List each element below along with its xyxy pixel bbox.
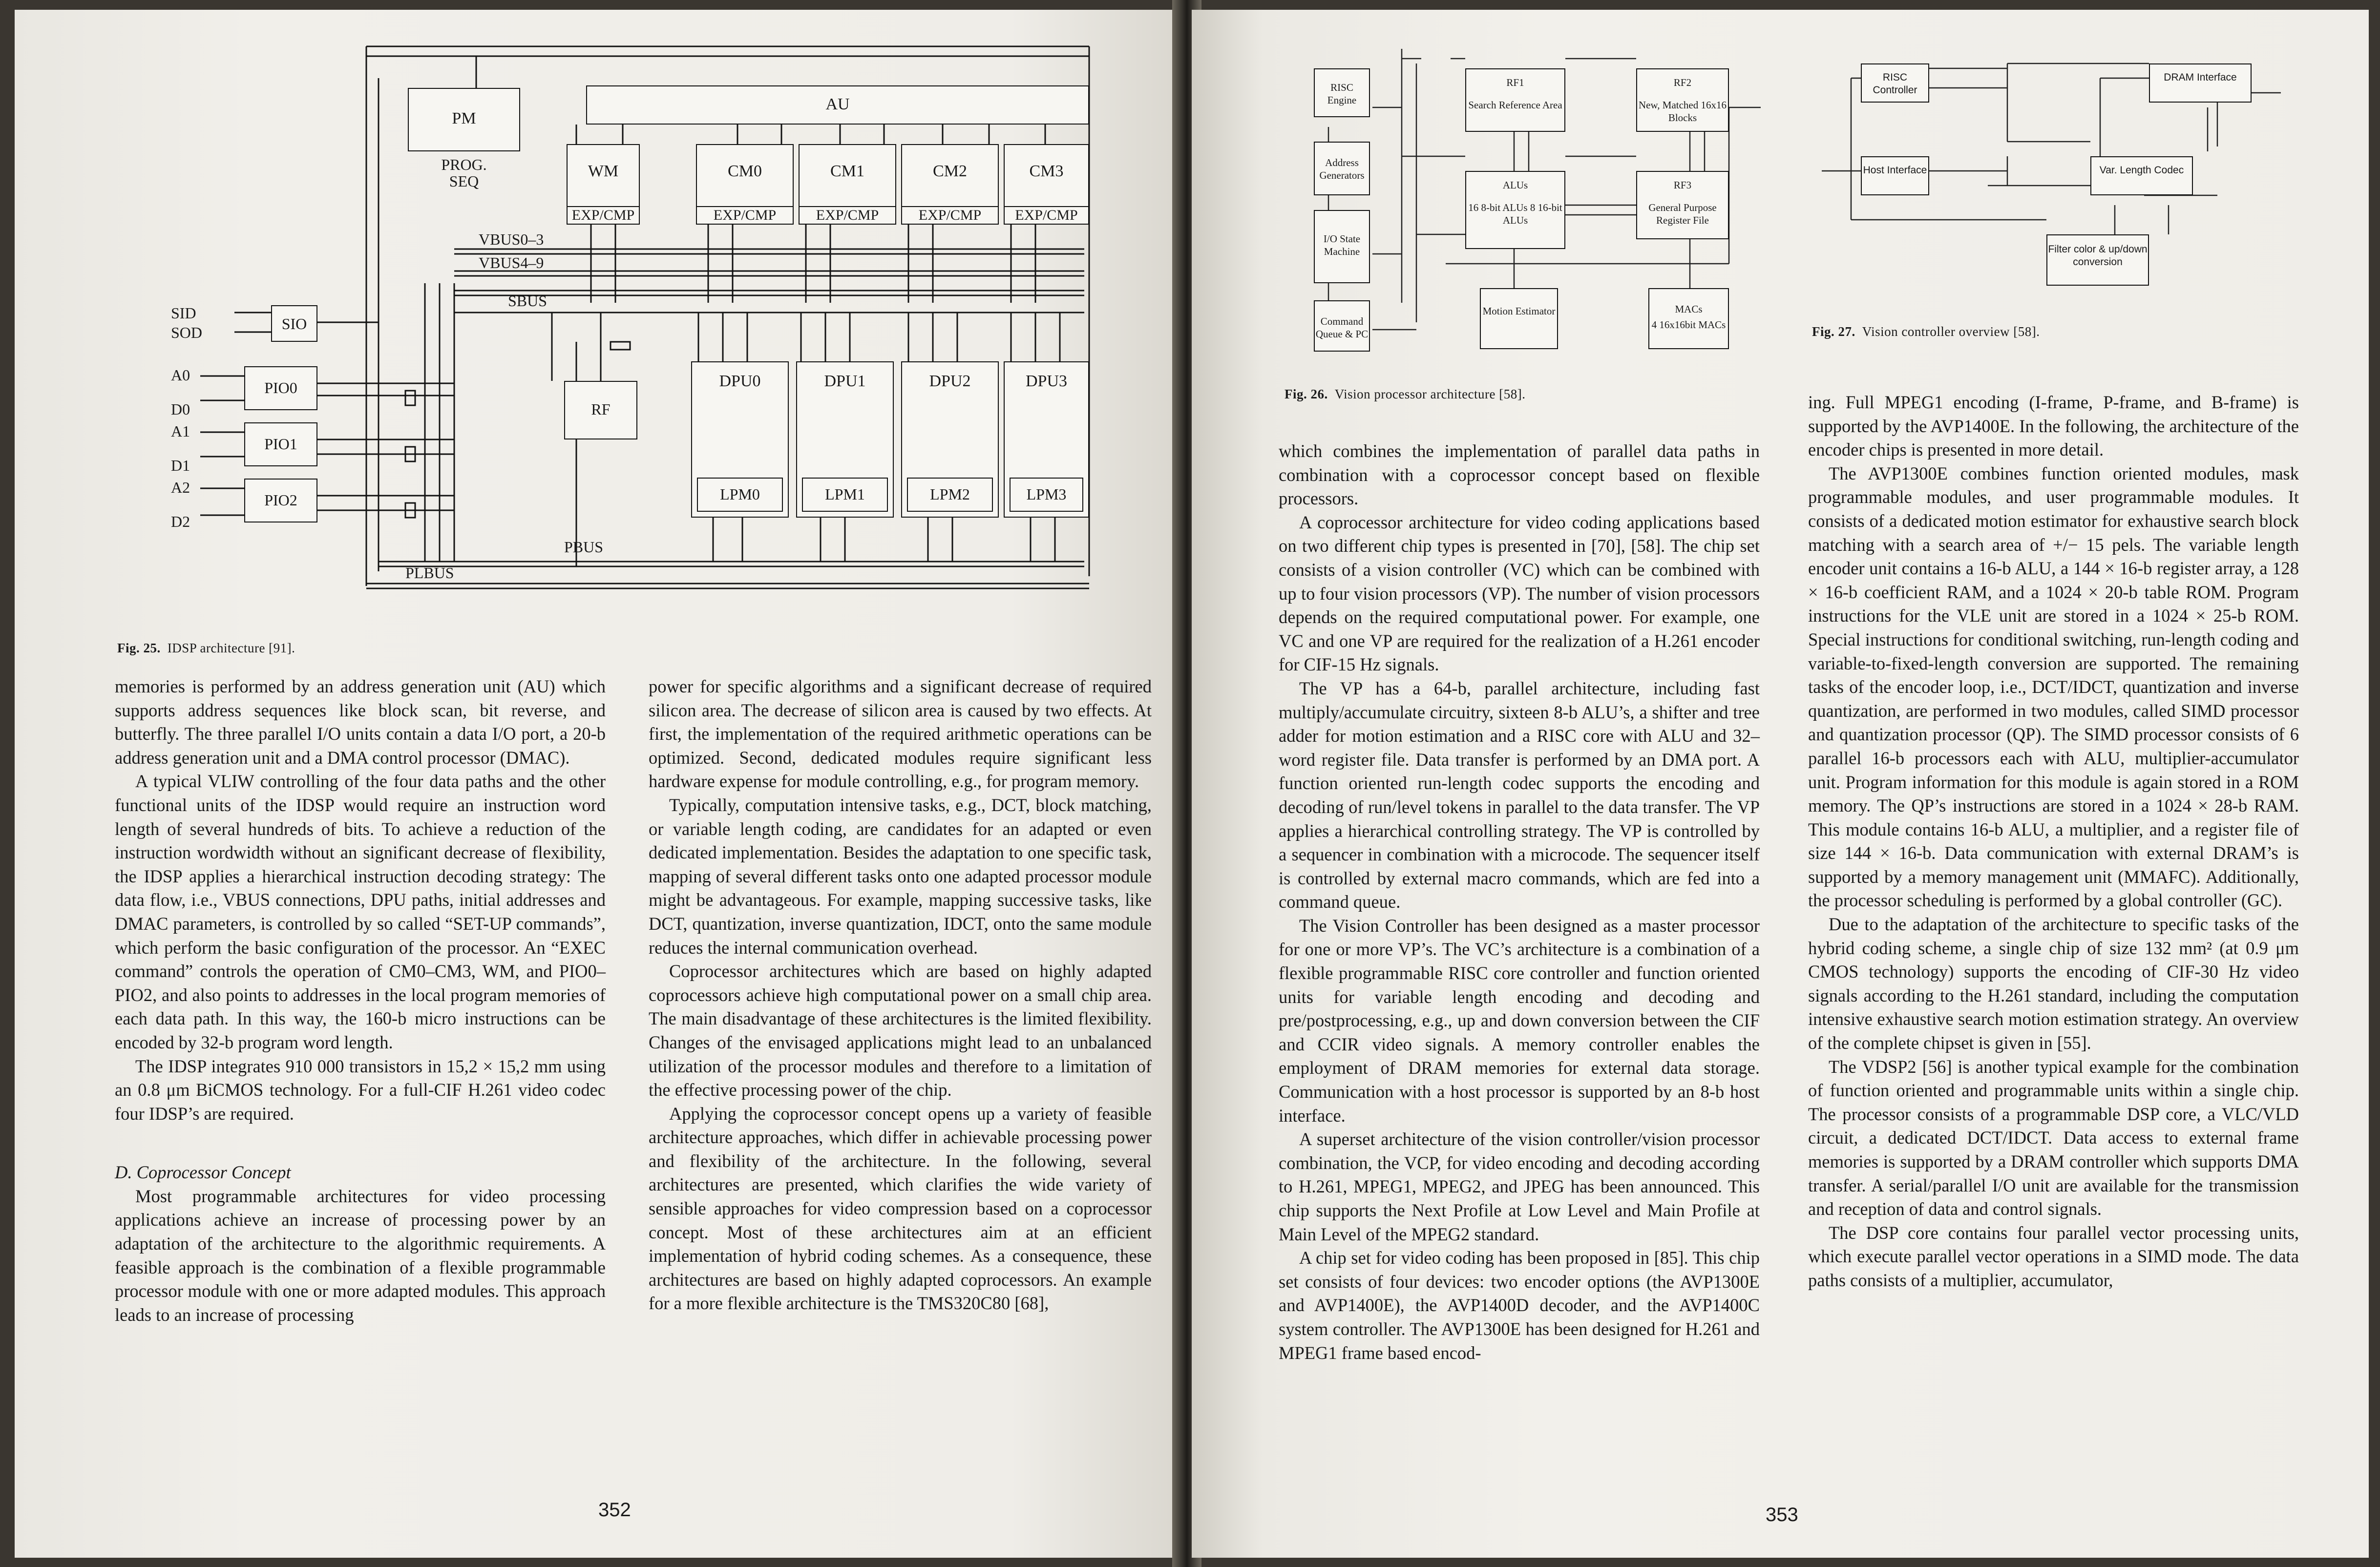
rf3-box — [1636, 171, 1729, 239]
address-generators-box — [1314, 142, 1370, 195]
page-number: 352 — [598, 1499, 631, 1521]
cm0-label: CM0 — [728, 162, 762, 180]
pio0-block — [244, 366, 317, 410]
plbus-label: PLBUS — [405, 564, 454, 582]
paragraph: memories is performed by an address generation unit (AU) which supports address sequences like block scan, bit reverse, and butterfly. The three parallel I/O units contain a data I/O port, a 20-b address generation unit and a DMA control processor (DMAC). — [115, 676, 606, 768]
paragraph: The AVP1300E combines function oriented modules, mask programmable modules, and user programmable modules. It consists of a dedicated motion estimator for exhaustive search block matching with a search area of +/− 15 pels. The variable length encoder unit contains a 16-b ALU, a 144 × 16-b register array, a 128 × 16-b coefficient RAM, and a 1024 × 20-b table ROM. Program instructions for the VLE unit are stored in a 1024 × 25-b ROM. Special instructions for conditional switching, run-length coding and variable-to-fixed-length conversion are supported. The remaining tasks of the encoder loop, i.e., DCT/IDCT, quantization and inverse quantization, are performed in two modules, called SIMD processor and quantization processor (QP). The SIMD processor consists of 6 parallel 16-b processors each with ALU, multiplier-accumulator unit. Program information for this module is again stored in a ROM memory. The QP’s instructions are stored in a 1024 × 28-b RAM. This module contains 16-b ALU, a multiplier, and a register file of size 144 × 16-b. Data communication with external DRAM’s is supported by a memory management unit (MMAFC). Additionally, the processor scheduling is performed by a global controller (GC). — [1808, 463, 2299, 911]
dpu2-block — [901, 361, 999, 518]
pio0-label: PIO0 — [264, 379, 297, 397]
filter-box — [2046, 234, 2149, 286]
cm2-expcmp-label: EXP/CMP — [902, 206, 998, 224]
dpu2-label: DPU2 — [929, 372, 971, 390]
rf2-subtitle: New, Matched 16x16 Blocks — [1638, 99, 1727, 124]
left-page — [15, 10, 1187, 1558]
host-interface-box — [1861, 156, 1929, 195]
cm1-block — [799, 144, 896, 225]
pio1-label: PIO1 — [264, 435, 297, 453]
d0-label: D0 — [171, 400, 190, 418]
paragraph: power for specific algorithms and a significant decrease of required silicon area. The decrease of silicon area is caused by two effects. At first, the implementation of the required arithmetic operations can be optimized. Second, dedicated modules require significant less hardware expense for module controlling, e.g., for program memory. — [649, 676, 1152, 792]
vbus49-label: VBUS4–9 — [479, 254, 544, 272]
alus-title: ALUs — [1502, 179, 1528, 191]
vbus03-label: VBUS0–3 — [479, 230, 544, 248]
left-column-1 — [115, 675, 606, 1327]
lpm3-block — [1010, 478, 1083, 512]
right-column-1 — [1279, 439, 1760, 1365]
paragraph: A superset architecture of the vision controller/vision processor combination, the VCP, for video encoding and decoding according to H.261, MPEG1, MPEG2, and JPEG has been announced. This chip supports the Next Profile at Low Level and Main Profile at Main Level of the MPEG2 standard. — [1279, 1129, 1760, 1244]
alus-subtitle: 16 8-bit ALUs 8 16-bit ALUs — [1468, 202, 1562, 226]
fig26-caption-label: Fig. 26. — [1285, 387, 1328, 401]
right-column-2 — [1808, 391, 2299, 1293]
left-column-2 — [649, 675, 1152, 1316]
lpm0-block — [697, 478, 783, 512]
sio-label: SIO — [281, 315, 307, 333]
pm-block — [408, 88, 520, 151]
macs-box — [1648, 288, 1729, 349]
fig25-caption — [117, 640, 295, 656]
fig27-caption-text: Vision controller overview [58]. — [1862, 324, 2040, 339]
var-length-codec-box — [2090, 156, 2193, 195]
rf1-subtitle: Search Reference Area — [1468, 99, 1562, 111]
macs-title: MACs — [1675, 303, 1703, 315]
paragraph: Coprocessor architectures which are based on highly adapted coprocessors achieve high computational power on a small chip area. The main disadvantage of these architectures is the limited flexibility. Changes of the envisaged applications might lead to an unbalanced utilization of the processor modules and therefore to a limitation of the effective processing power of the chip. — [649, 961, 1152, 1100]
pm-label: PM — [452, 109, 476, 127]
vision-controller-diagram — [1802, 10, 2364, 352]
dpu1-label: DPU1 — [824, 372, 866, 390]
fig25-caption-label: Fig. 25. — [117, 641, 161, 655]
paragraph: ing. Full MPEG1 encoding (I-frame, P-frame, and B-frame) is supported by the AVP1400E. In the following, the architecture of the encoder chips is presented in more detail. — [1808, 392, 2299, 460]
paragraph: The DSP core contains four parallel vector processing units, which execute parallel vector operations in a SIMD mode. The data paths consists of a multiplier, accumulator, — [1808, 1222, 2299, 1290]
a0-label: A0 — [171, 366, 190, 384]
rf-block — [564, 381, 637, 439]
lpm3-label: LPM3 — [1026, 485, 1067, 503]
cm3-label: CM3 — [1029, 162, 1064, 180]
prog-seq-label: PROG. SEQ — [441, 156, 487, 190]
fig27-caption-label: Fig. 27. — [1812, 324, 1855, 339]
cm2-block — [901, 144, 999, 225]
command-queue-box — [1314, 300, 1370, 352]
var-length-codec-label: Var. Length Codec — [2099, 165, 2184, 176]
lpm1-block — [802, 478, 888, 512]
risc-controller-label: RISC Controller — [1873, 72, 1917, 96]
paragraph: The Vision Controller has been designed as a master processor for one or more VP’s. The VC’s architecture is a combination of a flexible programmable RISC core controller and function oriented units for variable length encoding and decoding and pre/postprocessing, e.g., up and down conversion between the CIF and CCIR video signals. A memory controller enables the employment of DRAM memories for external data storage. Communication with a host processor is supported by an 8-b host interface. — [1279, 915, 1760, 1126]
filter-label: Filter color & up/down conversion — [2048, 244, 2148, 268]
command-queue-label: Command Queue & PC — [1315, 315, 1369, 340]
a1-label: A1 — [171, 422, 190, 440]
rf-label: RF — [591, 400, 611, 418]
dpu0-label: DPU0 — [719, 372, 761, 390]
pio1-block — [244, 422, 317, 466]
section-heading: D. Coprocessor Concept — [115, 1162, 291, 1183]
paragraph: A coprocessor architecture for video coding applications based on two different chip types is presented in [70], [58]. The chip set consists of a vision controller (VC) which can be combined with up to four vision processors (VP). The number of vision processors depends on the required computational power. For example, one VC and one VP are required for the realization of a H.261 encoder for CIF-15 Hz signals. — [1279, 512, 1760, 675]
sbus-label: SBUS — [508, 292, 548, 310]
vision-processor-diagram — [1192, 10, 1802, 400]
lpm2-label: LPM2 — [930, 485, 970, 503]
d2-label: D2 — [171, 513, 190, 530]
cm0-block — [696, 144, 794, 225]
wm-label: WM — [588, 162, 619, 180]
sio-block — [271, 305, 317, 342]
io-state-machine-label: I/O State Machine — [1323, 233, 1361, 257]
paragraph: Most programmable architectures for video processing applications achieve an increase of processing power by an adaptation of the architecture to the algorithmic requirements. A feasible approach is the combination of a flexible programmable processor module with one or more adapted modules. This approach leads to an increase of processing — [115, 1186, 606, 1325]
motion-estimator-box — [1480, 288, 1558, 349]
sod-label: SOD — [171, 324, 203, 341]
rf3-subtitle: General Purpose Register File — [1648, 202, 1717, 226]
address-generators-label: Address Generators — [1319, 157, 1365, 181]
risc-controller-box — [1861, 63, 1929, 103]
idsp-architecture-diagram — [15, 10, 1187, 635]
host-interface-label: Host Interface — [1863, 165, 1927, 176]
wm-expcmp-label: EXP/CMP — [568, 206, 639, 224]
lpm2-block — [907, 478, 993, 512]
dram-interface-label: DRAM Interface — [2164, 72, 2237, 83]
macs-subtitle: 4 16x16bit MACs — [1651, 319, 1726, 331]
cm1-expcmp-label: EXP/CMP — [800, 206, 895, 224]
rf1-title: RF1 — [1506, 77, 1524, 88]
sid-label: SID — [171, 304, 196, 322]
dpu3-block — [1004, 361, 1089, 518]
paragraph: The VDSP2 [56] is another typical example for the combination of function oriented and programmable units within a single chip. The processor consists of a programmable DSP core, a VLC/VLD circuit, a dedicated DCT/IDCT. Data access to external frame memories is supported by a DRAM controller which supports DMA transfer. A serial/parallel I/O unit are available for the transmission and reception of data and control signals. — [1808, 1056, 2299, 1219]
risc-engine-label: RISC Engine — [1327, 82, 1357, 106]
cm1-label: CM1 — [830, 162, 864, 180]
fig26-caption-text: Vision processor architecture [58]. — [1334, 387, 1526, 401]
cm3-block — [1004, 144, 1089, 225]
motion-estimator-label: Motion Estimator — [1482, 305, 1556, 317]
page-number: 353 — [1766, 1504, 1798, 1525]
dram-interface-box — [2149, 63, 2252, 103]
paragraph: A typical VLIW controlling of the four data paths and the other functional units of the IDSP would require an instruction word length of several hundreds of bits. To achieve a reduction of the instruction wordwidth without an significant decrease of flexibility, the IDSP applies a hierarchical instruction decoding strategy: The data flow, i.e., VBUS connections, DPU paths, initial addresses and DMAC parameters, is controlled by so called “SET-UP commands”, which perform the basic configuration of the processor. An “EXEC command” controls the operation of CM0–CM3, WM, and PIO0–PIO2, and also points to addresses in the local program memories of each data path. In this way, the 160-b micro instructions can be encoded by 32-b program word length. — [115, 771, 606, 1052]
dpu3-label: DPU3 — [1025, 372, 1068, 390]
wm-block — [567, 144, 640, 225]
paragraph: Applying the coprocessor concept opens up a variety of feasible architecture approaches, which differ in achievable processing power and flexibility of the architecture. In the following, several architectures are presented, which clarifies the wide variety of sensible approaches for video compression based on a coprocessor concept. Most of these architectures aim at an efficient implementation of hybrid coding schemes. As a consequence, these architectures are based on highly adapted coprocessors. An example for a more flexible architecture is the TMS320C80 [68], — [649, 1103, 1152, 1314]
fig25-caption-text: IDSP architecture [91]. — [167, 641, 295, 655]
a2-label: A2 — [171, 479, 190, 496]
paragraph: Typically, computation intensive tasks, e.g., DCT, block matching, or variable length coding, are candidates for an adapted or even dedicated implementation. Besides the adaptation to one specific task, mapping of several different tasks onto one adapted processor module might be advantageous. For example, mapping successive tasks, like DCT, quantization, inverse quantization, IDCT, onto the same module reduces the internal communication overhead. — [649, 794, 1152, 958]
rf2-box — [1636, 68, 1729, 132]
dpu1-block — [796, 361, 894, 518]
paragraph: The IDSP integrates 910 000 transistors in 15,2 × 15,2 mm using an 0.8 μm BiCMOS technology. For a full-CIF H.261 video codec four IDSP’s are required. — [115, 1056, 606, 1124]
cm3-expcmp-label: EXP/CMP — [1005, 206, 1088, 224]
alus-box — [1465, 171, 1565, 249]
paragraph: Due to the adaptation of the architecture to specific tasks of the hybrid coding scheme, a single chip of size 132 mm² (at 0.9 μm CMOS technology) supports the encoding of CIF-30 Hz video signals according to the H.261 standard, including the computation intensive exhaustive search motion estimation strategy. An overview of the complete chipset is given in [55]. — [1808, 914, 2299, 1053]
cm0-expcmp-label: EXP/CMP — [697, 206, 793, 224]
rf2-title: RF2 — [1673, 77, 1692, 88]
pio2-label: PIO2 — [264, 491, 297, 509]
rf1-box — [1465, 68, 1565, 132]
fig27-caption — [1812, 323, 2040, 340]
lpm1-label: LPM1 — [825, 485, 865, 503]
d1-label: D1 — [171, 457, 190, 474]
paragraph: The VP has a 64-b, parallel architecture, including fast multiply/accumulate circuitry, sixteen 8-b ALU’s, a shifter and tree adder for motion estimation and a RISC core with ALU and 32–word register file. Data transfer is performed by an DMA port. A function oriented run-length codec supports the encoding and decoding of run/level tokens in parallel to the data transfer. The VP applies a hierarchical controlling strategy. The VP is controlled by a sequencer in combination with a microcode. The sequencer itself is controlled by external macro commands, which are fed into a command queue. — [1279, 678, 1760, 912]
rf3-title: RF3 — [1673, 179, 1692, 191]
right-page — [1192, 10, 2369, 1558]
au-block — [586, 85, 1089, 125]
lpm0-label: LPM0 — [720, 485, 760, 503]
pbus-label: PBUS — [564, 538, 604, 556]
paragraph: A chip set for video coding has been proposed in [85]. This chip set consists of four devices: two encoder options (the AVP1300E and AVP1400E), the AVP1400D decoder, and the AVP1400C system controller. The AVP1300E has been designed for H.261 and MPEG1 frame based encod- — [1279, 1248, 1760, 1363]
pio2-block — [244, 479, 317, 522]
paragraph: which combines the implementation of parallel data paths in combination with a coprocessor concept based on flexible processors. — [1279, 441, 1760, 509]
cm2-label: CM2 — [933, 162, 967, 180]
dpu0-block — [691, 361, 789, 518]
fig26-caption — [1285, 386, 1526, 402]
au-label: AU — [825, 95, 850, 113]
io-state-machine-box — [1314, 210, 1370, 283]
risc-engine-box — [1314, 68, 1370, 117]
